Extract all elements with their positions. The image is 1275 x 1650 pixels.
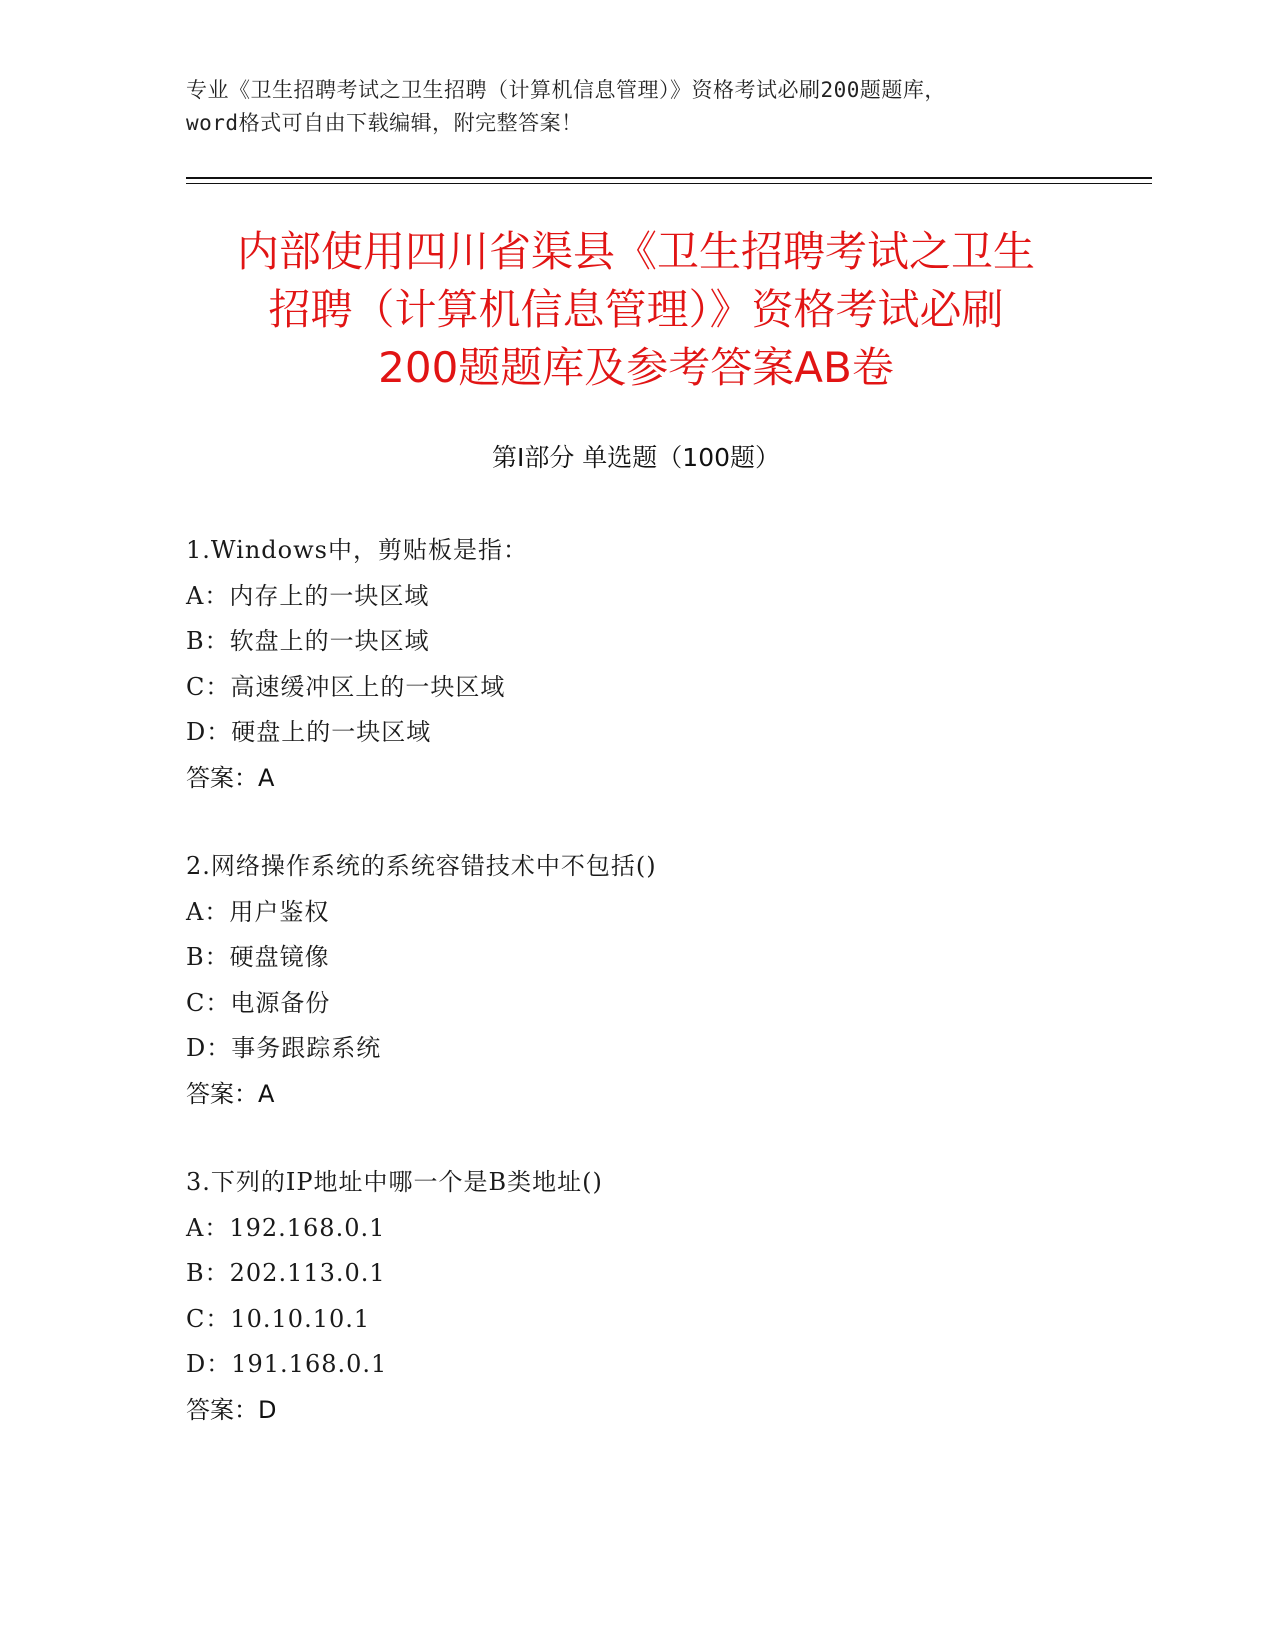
question-option: B：202.113.0.1 xyxy=(186,1259,386,1287)
question-item xyxy=(186,844,1146,1117)
header-note xyxy=(186,74,1146,140)
header-note-line-2: word格式可自由下载编辑，附完整答案！ xyxy=(186,111,583,135)
question-option: B：软盘上的一块区域 xyxy=(186,627,430,655)
document-title-line-2: 招聘（计算机信息管理）》资格考试必刷 xyxy=(268,285,1004,334)
header-rule-thick xyxy=(186,177,1152,179)
question-stem: 1.Windows中，剪贴板是指： xyxy=(186,536,528,564)
question-item xyxy=(186,528,1146,801)
question-option: C：电源备份 xyxy=(186,988,331,1017)
section-heading: 第Ⅰ部分 单选题（100题） xyxy=(491,443,781,472)
header-note-line-1: 专业《卫生招聘考试之卫生招聘（计算机信息管理）》资格考试必刷200题题库， xyxy=(186,78,946,102)
question-stem: 2.网络操作系统的系统容错技术中不包括() xyxy=(186,852,657,880)
question-option: C：10.10.10.1 xyxy=(186,1304,371,1333)
question-option: B：硬盘镜像 xyxy=(186,943,330,971)
question-option: A：用户鉴权 xyxy=(186,897,330,926)
question-option: D：191.168.0.1 xyxy=(186,1350,388,1378)
question-answer: 答案：A xyxy=(186,763,275,792)
question-answer: 答案：D xyxy=(186,1395,277,1424)
question-option: A：内存上的一块区域 xyxy=(186,581,430,610)
question-list xyxy=(186,528,1146,1476)
question-option: D：硬盘上的一块区域 xyxy=(186,718,432,746)
header-rule-thin xyxy=(186,183,1152,184)
question-option: A：192.168.0.1 xyxy=(186,1213,386,1242)
question-item xyxy=(186,1160,1146,1433)
document-title-line-1: 内部使用四川省渠县《卫生招聘考试之卫生 xyxy=(236,227,1035,276)
question-stem: 3.下列的IP地址中哪一个是B类地址() xyxy=(186,1168,603,1196)
document-title xyxy=(186,223,1086,397)
question-answer: 答案：A xyxy=(186,1079,275,1108)
question-option: C：高速缓冲区上的一块区域 xyxy=(186,672,506,701)
question-option: D：事务跟踪系统 xyxy=(186,1034,382,1062)
document-title-line-3: 200题题库及参考答案AB卷 xyxy=(378,343,894,392)
